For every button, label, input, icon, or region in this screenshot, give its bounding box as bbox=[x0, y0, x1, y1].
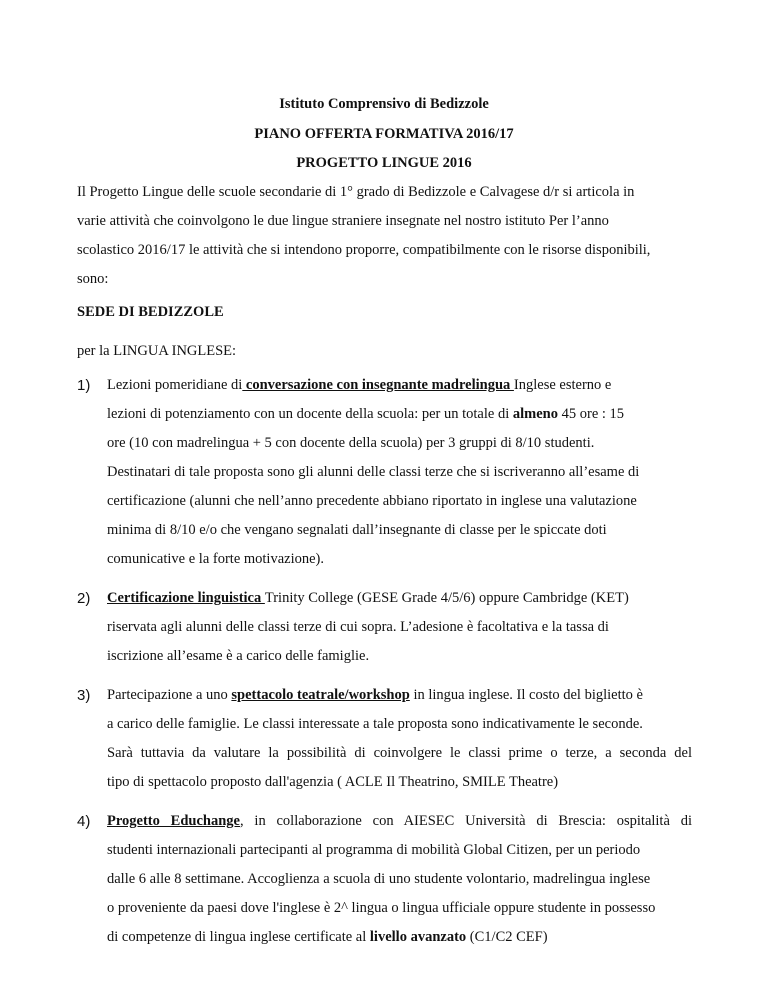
item-line: iscrizione all’esame è a carico delle famiglie. bbox=[107, 648, 370, 664]
school-name: Istituto Comprensivo di Bedizzole bbox=[279, 96, 489, 112]
item-highlight: Certificazione linguistica bbox=[107, 590, 265, 606]
item-line bbox=[107, 406, 624, 423]
item-text: Inglese esterno e bbox=[513, 377, 612, 393]
item-highlight: conversazione con insegnante madrelingua bbox=[242, 377, 514, 393]
section-title: SEDE DI BEDIZZOLE bbox=[77, 304, 224, 320]
item-text: lezioni di potenziamento con un docente della scuola: per un totale di bbox=[107, 406, 513, 422]
item-line: riservata agli alunni delle classi terze di cui sopra. L’adesione è facoltativa e la tassa di bbox=[107, 619, 609, 635]
item-line bbox=[107, 813, 692, 830]
item-line bbox=[107, 590, 629, 607]
item-line: Sarà tuttavia da valutare la possibilità di coinvolgere le classi prime o terze, a seconda del bbox=[107, 745, 692, 761]
item-number: 1) bbox=[77, 377, 91, 394]
item-line: a carico delle famiglie. Le classi interessate a tale proposta sono indicativamente le seconde. bbox=[107, 716, 643, 732]
item-line: certificazione (alunni che nell’anno precedente abbiano riportato in inglese una valutazione bbox=[107, 493, 637, 509]
item-line: minima di 8/10 e/o che vengano segnalati dall’insegnante di classe per le spiccate doti bbox=[107, 522, 607, 538]
item-bold: livello avanzato bbox=[369, 929, 467, 945]
item-text: 45 ore : 15 bbox=[557, 406, 625, 422]
item-bold: almeno bbox=[512, 406, 558, 422]
item-highlight: spettacolo teatrale/workshop bbox=[231, 687, 410, 703]
item-number: 4) bbox=[77, 813, 91, 830]
item-text: Lezioni pomeridiane di bbox=[107, 377, 243, 393]
item-line bbox=[107, 377, 611, 394]
item-line: ore (10 con madrelingua + 5 con docente della scuola) per 3 gruppi di 8/10 studenti. bbox=[107, 435, 595, 451]
item-text: di competenze di lingua inglese certificate al bbox=[107, 929, 370, 945]
item-number: 2) bbox=[77, 590, 91, 607]
item-line: o proveniente da paesi dove l'inglese è 2^ lingua o lingua ufficiale oppure studente in possesso bbox=[107, 900, 656, 916]
item-text: in lingua inglese. Il costo del biglietto è bbox=[409, 687, 643, 703]
item-line: Destinatari di tale proposta sono gli alunni delle classi terze che si iscriveranno all’esame di bbox=[107, 464, 640, 480]
item-line bbox=[107, 929, 548, 946]
language-subtitle: per la LINGUA INGLESE: bbox=[77, 343, 237, 359]
plan-title: PIANO OFFERTA FORMATIVA 2016/17 bbox=[254, 126, 514, 142]
intro-line: scolastico 2016/17 le attività che si intendono proporre, compatibilmente con le risorse disponibili, bbox=[77, 242, 651, 258]
project-title: PROGETTO LINGUE 2016 bbox=[296, 155, 472, 171]
item-line bbox=[107, 687, 643, 704]
item-text: Trinity College (GESE Grade 4/5/6) oppure Cambridge (KET) bbox=[264, 590, 629, 606]
item-line: comunicative e la forte motivazione). bbox=[107, 551, 325, 567]
item-text: Partecipazione a uno bbox=[107, 687, 232, 703]
intro-line: Il Progetto Lingue delle scuole secondarie di 1° grado di Bedizzole e Calvagese d/r si articola in bbox=[77, 184, 635, 200]
item-line: tipo di spettacolo proposto dall'agenzia ( ACLE Il Theatrino, SMILE Theatre) bbox=[107, 774, 559, 790]
item-number: 3) bbox=[77, 687, 91, 704]
item-line: dalle 6 alle 8 settimane. Accoglienza a scuola di uno studente volontario, madrelingua inglese bbox=[107, 871, 651, 887]
item-line: studenti internazionali partecipanti al programma di mobilità Global Citizen, per un periodo bbox=[107, 842, 641, 858]
intro-line: sono: bbox=[77, 271, 109, 287]
item-text: , in collaborazione con AIESEC Università di Brescia: ospitalità di bbox=[239, 813, 692, 829]
intro-line: varie attività che coinvolgono le due lingue straniere insegnate nel nostro istituto Per l’anno bbox=[77, 213, 609, 229]
item-text: (C1/C2 CEF) bbox=[466, 929, 548, 945]
item-highlight: Progetto Educhange bbox=[107, 813, 240, 829]
